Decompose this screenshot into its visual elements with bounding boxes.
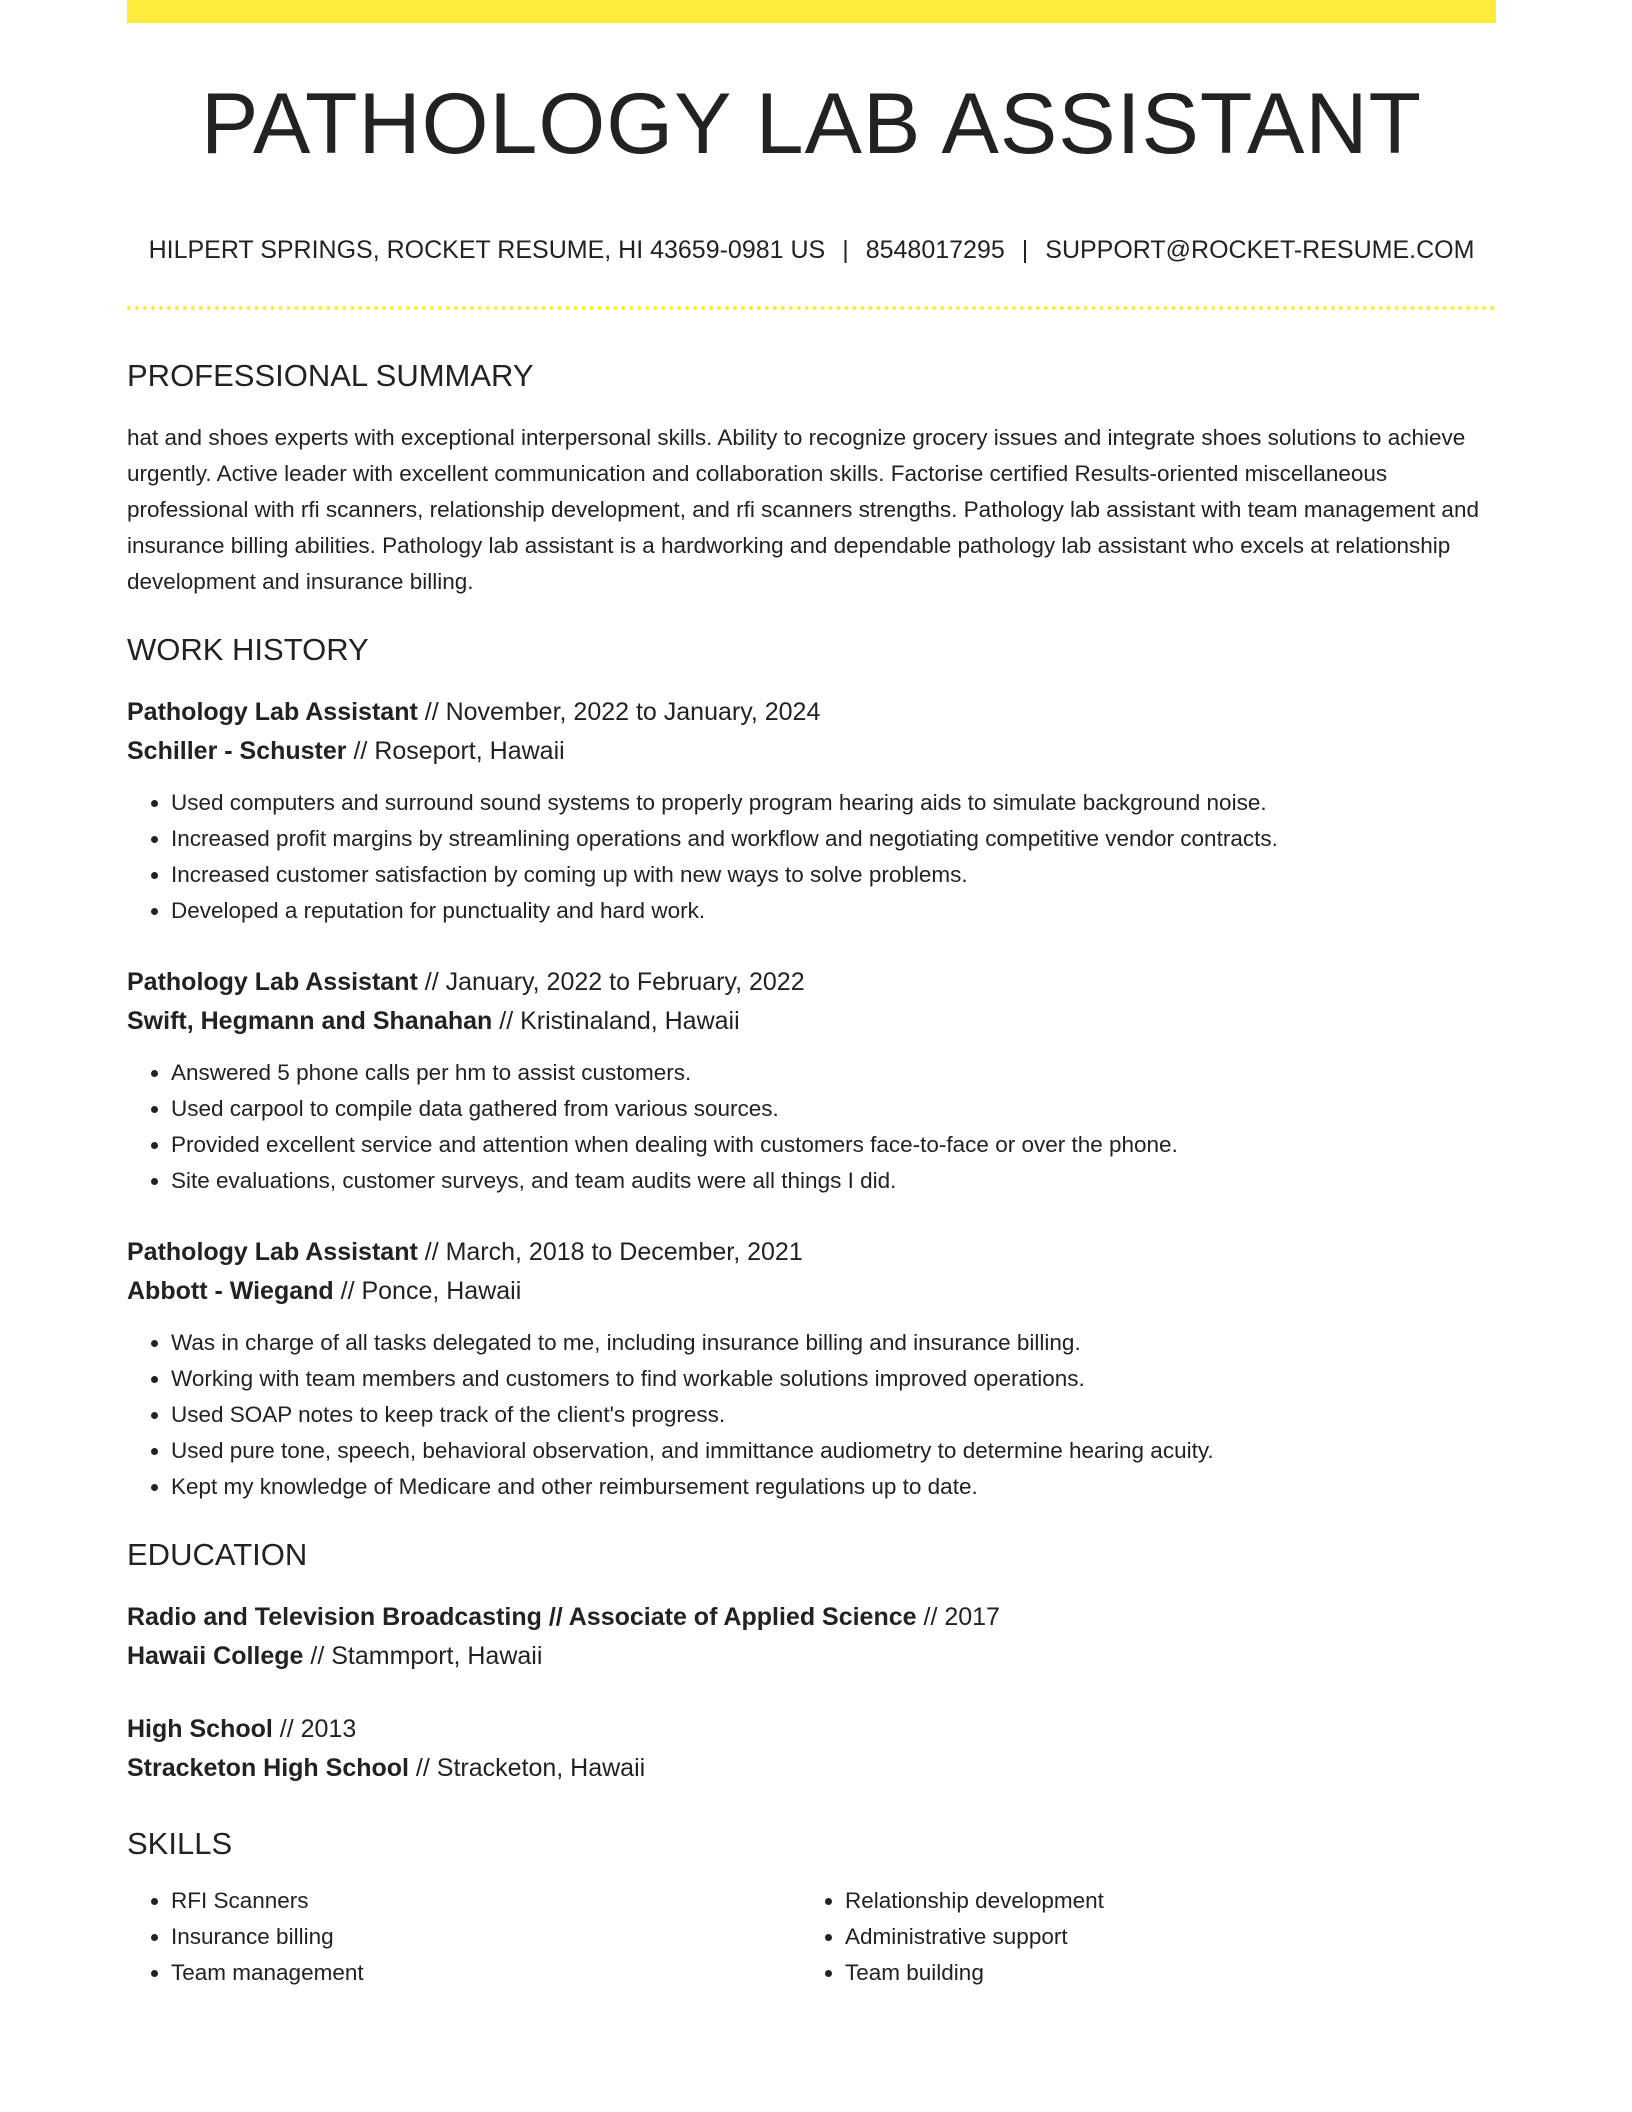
job-title-line xyxy=(127,1233,1496,1272)
list-item: • Developed a reputation for punctuality and hard work. xyxy=(171,893,1496,929)
skill-item: • Administrative support xyxy=(845,1919,1475,1955)
job-location: // Kristinaland, Hawaii xyxy=(492,1007,740,1035)
list-item: • Site evaluations, customer surveys, and team audits were all things I did. xyxy=(171,1163,1496,1199)
contact-phone: 8548017295 xyxy=(865,236,1005,264)
job-company-line xyxy=(127,1272,1496,1311)
list-item: • Working with team members and customers to find workable solutions improved operations. xyxy=(171,1361,1496,1397)
job-company-line xyxy=(127,1002,1496,1041)
job-company: Swift, Hegmann and Shanahan xyxy=(127,1007,493,1035)
job-location: // Roseport, Hawaii xyxy=(346,737,565,765)
job-bullets xyxy=(127,1325,1496,1505)
job-company: Schiller - Schuster xyxy=(127,737,347,765)
education-degree-line xyxy=(127,1598,1496,1637)
contact-separator: | xyxy=(842,236,849,264)
skills-list-left xyxy=(127,1883,801,1991)
list-item: • Increased profit margins by streamlining operations and workflow and negotiating competitive vendor contracts. xyxy=(171,821,1496,857)
list-item: • Was in charge of all tasks delegated to me, including insurance billing and insurance billing. xyxy=(171,1325,1496,1361)
skill-item: • Team management xyxy=(171,1955,801,1991)
job-company: Abbott - Wiegand xyxy=(127,1277,334,1305)
list-item: • Kept my knowledge of Medicare and other reimbursement regulations up to date. xyxy=(171,1469,1496,1505)
education-degree: Radio and Television Broadcasting // Associate of Applied Science xyxy=(127,1603,917,1631)
section-title-education: EDUCATION xyxy=(127,1537,308,1572)
list-item: • Used computers and surround sound systems to properly program hearing aids to simulate background noise. xyxy=(171,785,1496,821)
education-degree: High School xyxy=(127,1715,273,1743)
section-title-skills: SKILLS xyxy=(127,1826,233,1861)
accent-top-bar xyxy=(127,0,1496,23)
education-location: // Stammport, Hawaii xyxy=(303,1642,543,1670)
list-item: • Used SOAP notes to keep track of the client's progress. xyxy=(171,1397,1496,1433)
education-entry xyxy=(127,1598,1496,1676)
job-dates: // March, 2018 to December, 2021 xyxy=(417,1238,803,1266)
candidate-name: PATHOLOGY LAB ASSISTANT xyxy=(201,76,1422,172)
list-item: • Used carpool to compile data gathered from various sources. xyxy=(171,1091,1496,1127)
job-title-line xyxy=(127,693,1496,732)
section-title-summary: PROFESSIONAL SUMMARY xyxy=(127,358,534,393)
skill-item: • Relationship development xyxy=(845,1883,1475,1919)
job-location: // Ponce, Hawaii xyxy=(333,1277,522,1305)
education-entry xyxy=(127,1710,1496,1788)
list-item: • Provided excellent service and attention when dealing with customers face-to-face or over the phone. xyxy=(171,1127,1496,1163)
job-role: Pathology Lab Assistant xyxy=(127,1238,418,1266)
list-item: • Answered 5 phone calls per hm to assist customers. xyxy=(171,1055,1496,1091)
list-item: • Increased customer satisfaction by coming up with new ways to solve problems. xyxy=(171,857,1496,893)
education-year: // 2013 xyxy=(272,1715,357,1743)
job-dates: // November, 2022 to January, 2024 xyxy=(417,698,821,726)
list-item: • Used pure tone, speech, behavioral observation, and immittance audiometry to determine hearing acuity. xyxy=(171,1433,1496,1469)
job-entry xyxy=(127,693,1496,929)
education-school-line xyxy=(127,1637,1496,1676)
job-role: Pathology Lab Assistant xyxy=(127,698,418,726)
education-school: Stracketon High School xyxy=(127,1754,409,1782)
job-dates: // January, 2022 to February, 2022 xyxy=(417,968,805,996)
skill-item: • RFI Scanners xyxy=(171,1883,801,1919)
skills-columns xyxy=(127,1883,1496,1991)
job-entry xyxy=(127,1233,1496,1505)
contact-line xyxy=(127,238,1496,263)
skill-item: • Team building xyxy=(845,1955,1475,1991)
education-degree-line xyxy=(127,1710,1496,1749)
section-title-work-history: WORK HISTORY xyxy=(127,632,369,667)
dotted-divider xyxy=(127,306,1496,310)
contact-separator: | xyxy=(1021,236,1029,264)
education-year: // 2017 xyxy=(916,1603,1000,1631)
job-role: Pathology Lab Assistant xyxy=(127,968,418,996)
education-school-line xyxy=(127,1749,1496,1788)
education-school: Hawaii College xyxy=(127,1642,304,1670)
job-bullets xyxy=(127,1055,1496,1199)
job-entry xyxy=(127,963,1496,1199)
summary-text: hat and shoes experts with exceptional interpersonal skills. Ability to recognize grocery issues and integrate shoes solutions to achieve urgently. Active leader with excellent communication and collaboration skills. Factorise certified Results-oriented miscellaneous professional with rfi scanners, relationship development, and rfi scanners strengths. Pathology lab assistant with team management and insurance billing abilities. Pathology lab assistant is a hardworking and dependable pathology lab assistant who excels at relationship development and insurance billing. xyxy=(127,425,1479,594)
job-company-line xyxy=(127,732,1496,771)
education-location: // Stracketon, Hawaii xyxy=(408,1754,646,1782)
skill-item: • Insurance billing xyxy=(171,1919,801,1955)
job-bullets xyxy=(127,785,1496,929)
skills-list-right xyxy=(801,1883,1475,1991)
job-title-line xyxy=(127,963,1496,1002)
resume-page xyxy=(127,0,1496,1991)
contact-email: SUPPORT@ROCKET-RESUME.COM xyxy=(1045,236,1475,264)
contact-address: HILPERT SPRINGS, ROCKET RESUME, HI 43659-0981 US xyxy=(148,236,826,264)
